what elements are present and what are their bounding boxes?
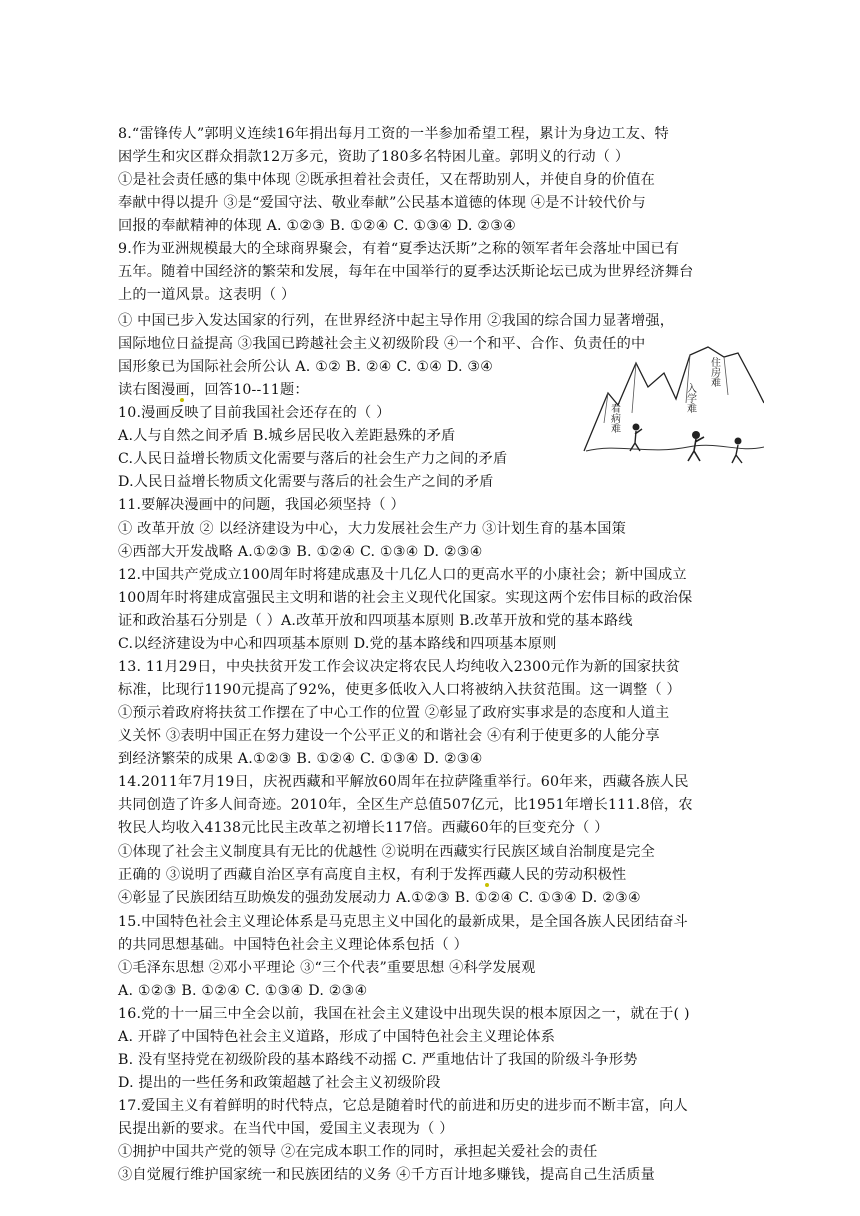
text-line: 五年。随着中国经济的繁荣和发展，每年在中国举行的夏季达沃斯论坛已成为世界经济舞台 <box>118 264 694 280</box>
cartoon-image <box>578 343 764 473</box>
text-line: 8.“雷锋传人”郭明义连续16年捐出每月工资的一半参加希望工程，累计为身边工友、特 <box>118 126 669 142</box>
text-line: ①拥护中国共产党的领导 ②在完成本职工作的同时，承担起关爱社会的责任 <box>118 1144 598 1160</box>
text-line: 到经济繁荣的成果 A.①②③ B. ①②④ C. ①③④ D. ②③④ <box>118 751 483 767</box>
text-line: 100周年时将建成富强民主文明和谐的社会主义现代化国家。实现这两个宏伟目标的政治保 <box>118 590 693 606</box>
text-line: 证和政治基石分别是（ ）A.改革开放和四项基本原则 B.改革开放和党的基本路线 <box>118 613 633 629</box>
text-line: 民提出新的要求。在当代中国，爱国主义表现为（ ） <box>118 1121 454 1137</box>
text-line: 13. 11月29日，中央扶贫开发工作会议决定将农民人均纯收入2300元作为新的国家扶贫 <box>118 659 681 675</box>
text-line: A.人与自然之间矛盾 B.城乡居民收入差距悬殊的矛盾 <box>118 428 456 444</box>
text-line: A. 开辟了中国特色社会主义道路，形成了中国特色社会主义理论体系 <box>118 1029 556 1045</box>
text-line: 15.中国特色社会主义理论体系是马克思主义中国化的最新成果，是全国各族人民团结奋斗 <box>118 914 688 930</box>
text-line: 读右图漫画，回答10--11题： <box>118 382 309 398</box>
text-line: D.人民日益增长物质文化需要与落后的社会生产之间的矛盾 <box>118 474 494 490</box>
text-line: A. ①②③ B. ①②④ C. ①③④ D. ②③④ <box>118 983 368 999</box>
text-line: 12.中国共产党成立100周年时将建成惠及十几亿人口的更高水平的小康社会；新中国成立 <box>118 567 687 583</box>
text-line: D. 提出的一些任务和政策超越了社会主义初级阶段 <box>118 1075 441 1091</box>
yellow-mark <box>485 883 489 887</box>
text-line: 义关怀 ③表明中国正在努力建设一个公平正义的和谐社会 ④有利于使更多的人能分享 <box>118 728 660 744</box>
text-line: 共同创造了许多人间奇迹。2010年，全区生产总值507亿元，比1951年增长111.8倍，农 <box>118 797 693 813</box>
cartoon-label-1: 住房难 <box>708 357 720 387</box>
text-line: 9.作为亚洲规模最大的全球商界聚会，有着“夏季达沃斯”之称的领军者年会落址中国已有 <box>118 241 680 257</box>
text-line: ①是社会责任感的集中体现 ②既承担着社会责任，又在帮助别人，并使自身的价值在 <box>118 172 656 188</box>
text-line: ①毛泽东思想 ②邓小平理论 ③“三个代表”重要思想 ④科学发展观 <box>118 960 536 976</box>
text-line: 17.爱国主义有着鲜明的时代特点，它总是随着时代的前进和历史的进步而不断丰富，向人 <box>118 1098 688 1114</box>
text-line: ①体现了社会主义制度具有无比的优越性 ②说明在西藏实行民族区域自治制度是完全 <box>118 844 656 860</box>
text-line: ④彰显了民族团结互助焕发的强劲发展动力 A.①②③ B. ①②④ C. ①③④ D. ②③④ <box>118 890 641 906</box>
text-line: 国际地位日益提高 ③我国已跨越社会主义初级阶段 ④一个和平、合作、负责任的中 <box>118 336 646 352</box>
text-line: ④西部大开发战略 A.①②③ B. ①②④ C. ①③④ D. ②③④ <box>118 544 483 560</box>
cartoon-label-3: 看病难 <box>608 403 620 433</box>
text-line: 16.党的十一届三中全会以前，我国在社会主义建设中出现失误的根本原因之一，就在于( ) <box>118 1006 690 1022</box>
text-line: 的共同思想基础。中国特色社会主义理论体系包括（ ） <box>118 937 469 953</box>
text-line: C.人民日益增长物质文化需要与落后的社会生产力之间的矛盾 <box>118 451 508 467</box>
text-line: ① 改革开放 ② 以经济建设为中心，大力发展社会生产力 ③计划生育的基本国策 <box>118 521 627 537</box>
text-line: 牧民人均收入4138元比民主改革之初增长117倍。西藏60年的巨变充分（ ） <box>118 820 609 836</box>
text-line: 国形象已为国际社会所公认 A. ①② B. ②④ C. ①④ D. ③④ <box>118 359 494 375</box>
text-line: ③自觉履行维护国家统一和民族团结的义务 ④千方百计地多赚钱，提高自己生活质量 <box>118 1167 656 1183</box>
text-line: 正确的 ③说明了西藏自治区享有高度自主权，有利于发挥西藏人民的劳动积极性 <box>118 867 627 883</box>
text-line: 上的一道风景。这表明（ ） <box>118 287 296 303</box>
text-line: B. 没有坚持党在初级阶段的基本路线不动摇 C. 严重地估计了我国的阶级斗争形势 <box>118 1052 638 1068</box>
text-line: C.以经济建设为中心和四项基本原则 D.党的基本路线和四项基本原则 <box>118 636 557 652</box>
text-line: 11.要解决漫画中的问题，我国必须坚持（ ） <box>118 497 405 513</box>
text-line: 10.漫画反映了目前我国社会还存在的（ ） <box>118 405 391 421</box>
text-line: ①预示着政府将扶贫工作摆在了中心工作的位置 ②彰显了政府实事求是的态度和人道主 <box>118 705 670 721</box>
text-line: 标准，比现行1190元提高了92%，使更多低收入人口将被纳入扶贫范围。这一调整（ ） <box>118 682 681 698</box>
text-line: 回报的奉献精神的体现 A. ①②③ B. ①②④ C. ①③④ D. ②③④ <box>118 218 517 234</box>
text-line: 困学生和灾区群众捐款12万多元，资助了180多名特困儿童。郭明义的行动（ ） <box>118 149 630 165</box>
yellow-mark <box>180 398 184 402</box>
text-line: 奉献中得以提升 ③是“爱国守法、敬业奉献”公民基本道德的体现 ④是不计较代价与 <box>118 195 646 211</box>
text-line: ① 中国已步入发达国家的行列，在世界经济中起主导作用 ②我国的综合国力显著增强， <box>118 313 675 329</box>
text-line: 14.2011年7月19日，庆祝西藏和平解放60周年在拉萨隆重举行。60年来，西藏各族人民 <box>118 774 689 790</box>
cartoon-label-2: 入学难 <box>684 383 696 413</box>
